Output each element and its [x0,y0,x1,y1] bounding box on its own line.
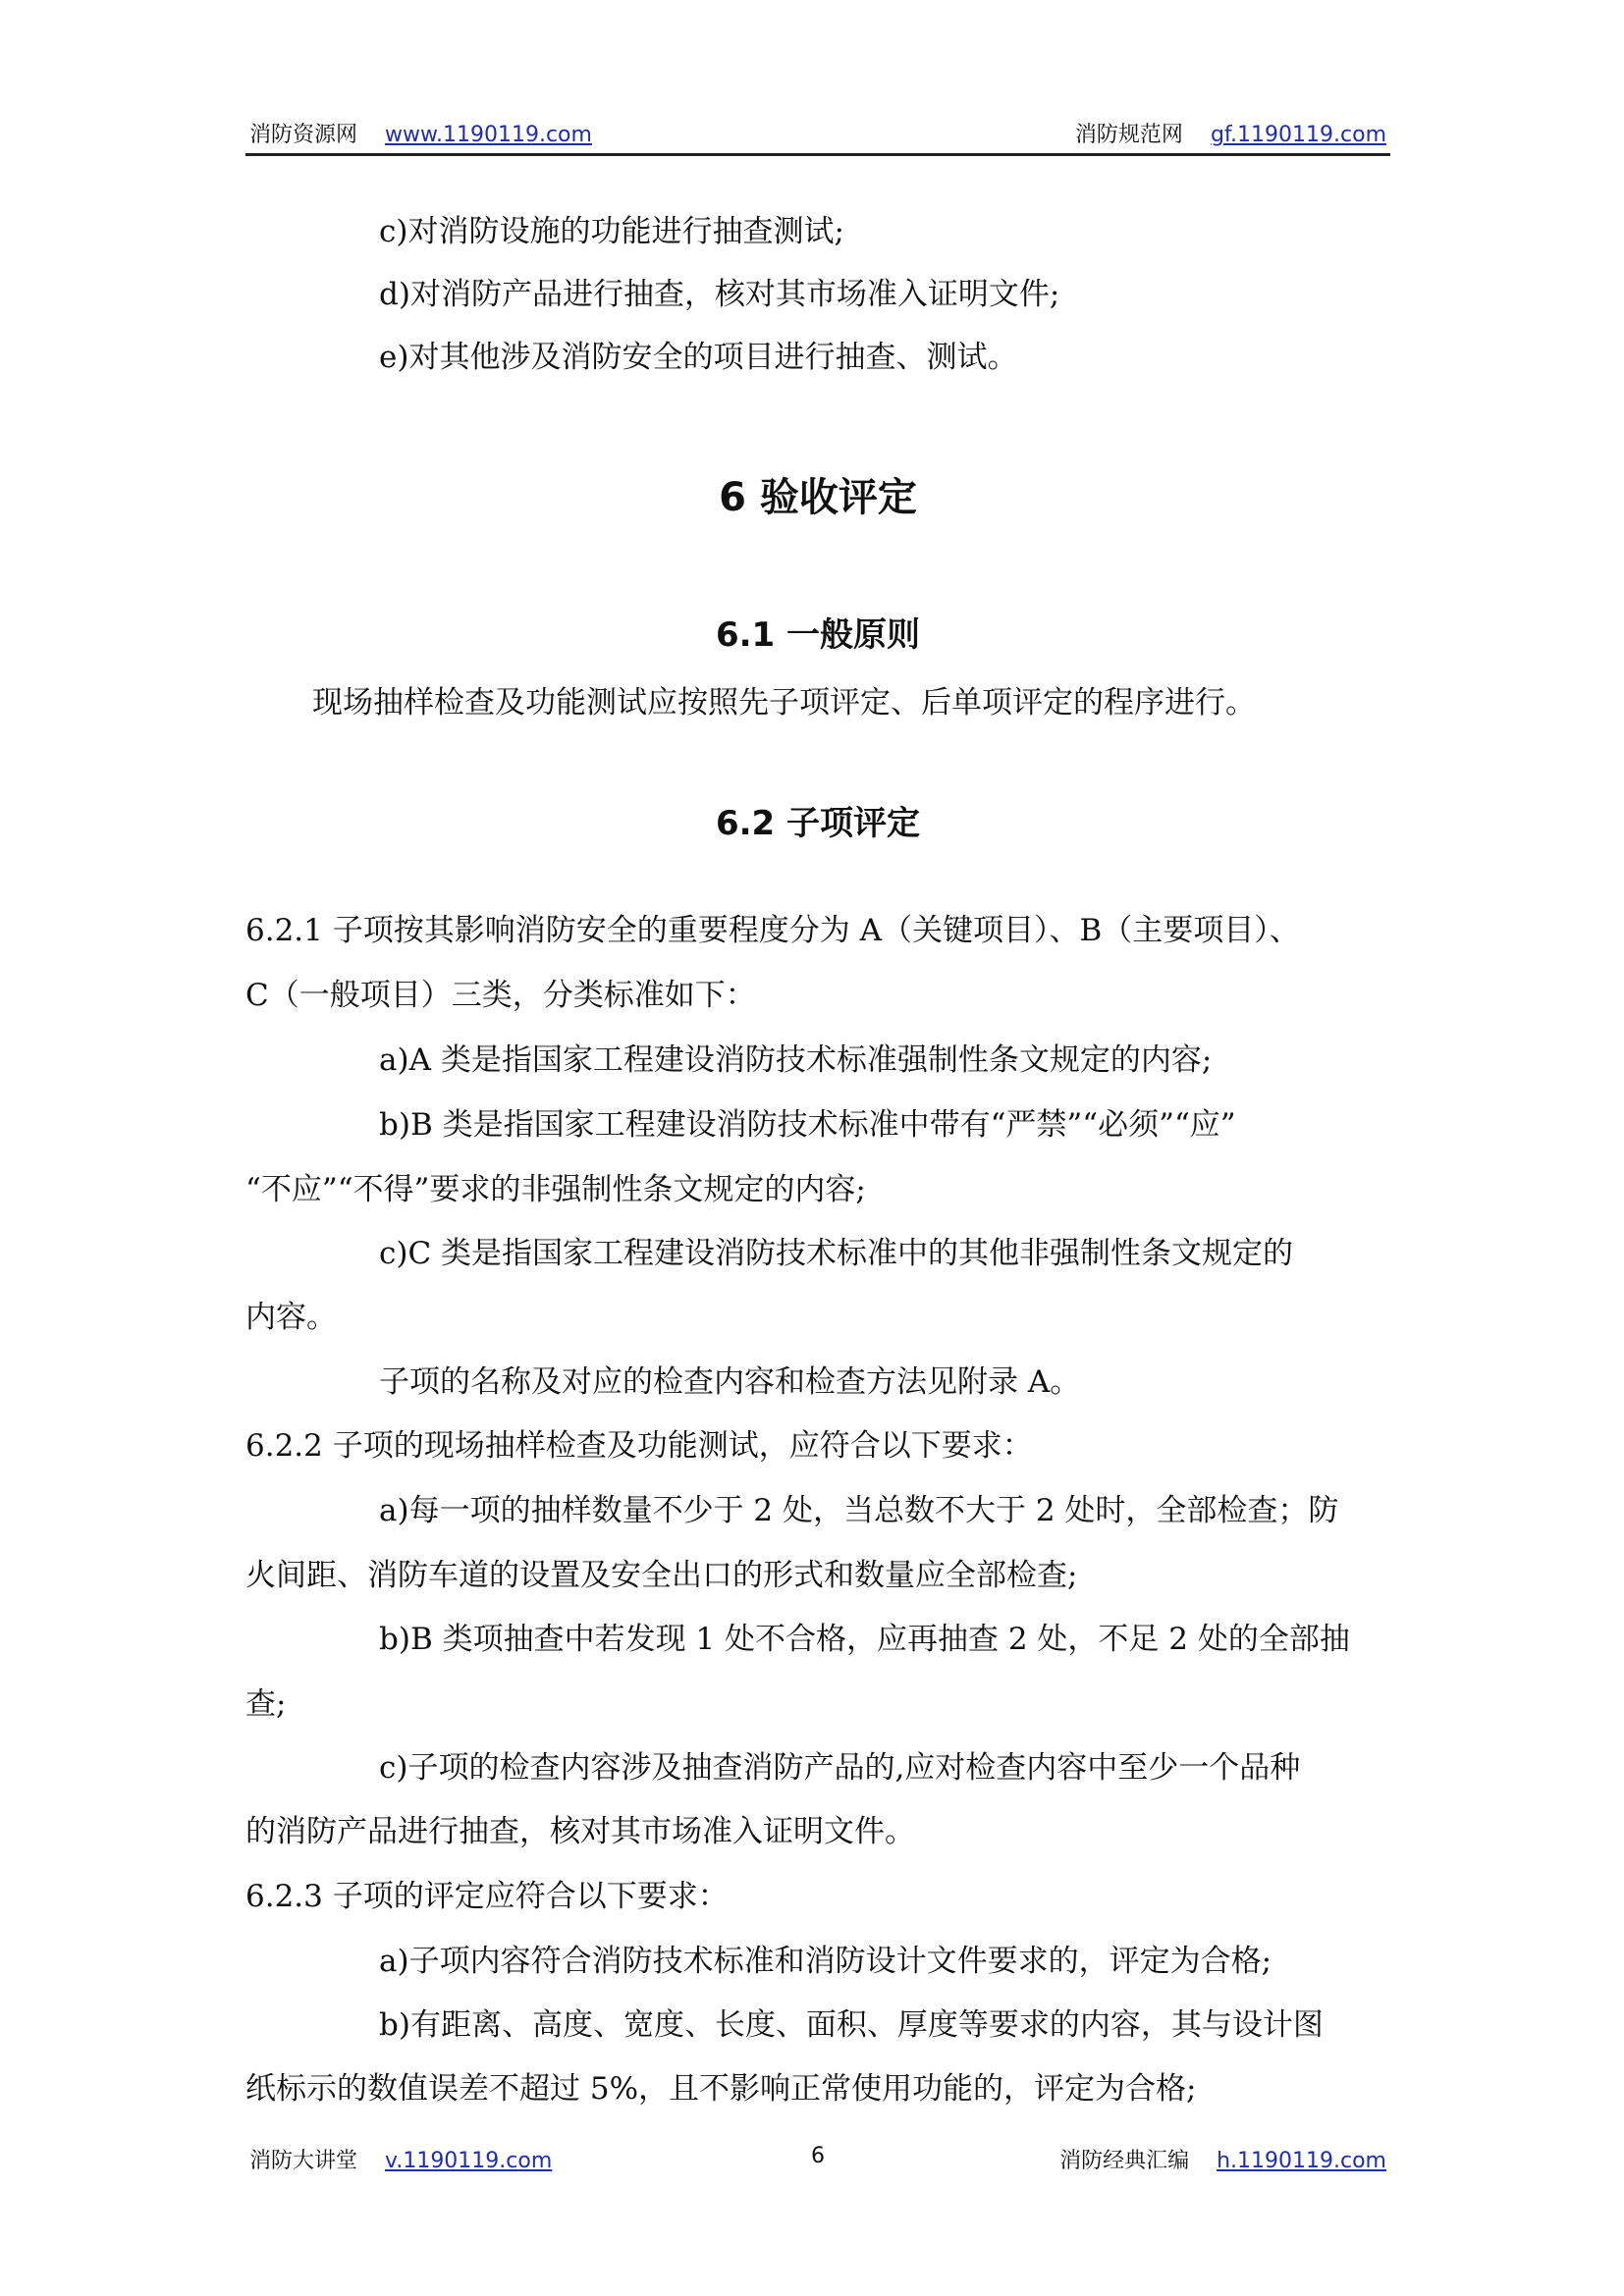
clause-6-2-3-b-line1: b)有距离、高度、宽度、长度、面积、厚度等要求的内容，其与设计图 [379,2007,1324,2043]
list-item-d: d)对消防产品进行抽查，核对其市场准入证明文件; [379,277,1060,312]
page-number: 6 [811,2144,825,2168]
clause-6-2-1-c-line2: 内容。 [245,1300,337,1335]
clause-6-2-1-c-line1: c)C 类是指国家工程建设消防技术标准中的其他非强制性条文规定的 [379,1236,1294,1271]
clause-6-2-3-a: a)子项内容符合消防技术标准和消防设计文件要求的，评定为合格; [379,1944,1272,1979]
section-6-1-title: 6.1 一般原则 [715,615,921,655]
clause-6-2-3-b-line2: 纸标示的数值误差不超过 5%，且不影响正常使用功能的，评定为合格; [245,2071,1197,2107]
clause-6-2-2-c-line2: 的消防产品进行抽查，核对其市场准入证明文件。 [245,1814,915,1849]
header-left-site-name: 消防资源网 [249,123,358,147]
header-left-link[interactable]: www.1190119.com [385,123,592,147]
footer-left-site-name: 消防大讲堂 [249,2149,358,2173]
section-6-1-text: 现场抽样检查及功能测试应按照先子项评定、后单项评定的程序进行。 [312,685,1256,721]
footer-left [249,2144,552,2174]
clause-6-2-2: 6.2.2 子项的现场抽样检查及功能测试，应符合以下要求： [245,1428,1033,1464]
clause-6-2-3: 6.2.3 子项的评定应符合以下要求： [245,1879,729,1914]
list-item-e: e)对其他涉及消防安全的项目进行抽查、测试。 [379,340,1018,375]
clause-6-2-2-c-line1: c)子项的检查内容涉及抽查消防产品的,应对检查内容中至少一个品种 [379,1750,1301,1786]
section-6-2-title: 6.2 子项评定 [715,804,921,843]
clause-6-2-1-b-line1: b)B 类是指国家工程建设消防技术标准中带有“严禁”“必须”“应” [379,1107,1236,1143]
header-left [249,118,592,148]
clause-6-2-2-b-line2: 查; [245,1686,287,1722]
clause-6-2-2-a-line2: 火间距、消防车道的设置及安全出口的形式和数量应全部检查; [245,1558,1078,1593]
clause-6-2-1-line2: C（一般项目）三类，分类标准如下： [245,978,756,1013]
page-header [245,118,1390,156]
footer-right-link[interactable]: h.1190119.com [1217,2149,1386,2173]
footer-right-site-name: 消防经典汇编 [1059,2149,1190,2173]
clause-6-2-1-b-line2: “不应”“不得”要求的非强制性条文规定的内容; [245,1172,866,1207]
header-right [1075,118,1386,148]
clause-6-2-2-a-line1: a)每一项的抽样数量不少于 2 处，当总数不大于 2 处时，全部检查；防 [379,1493,1339,1528]
footer-right [1059,2144,1386,2174]
appendix-reference: 子项的名称及对应的检查内容和检查方法见附录 A。 [379,1364,1081,1400]
header-right-site-name: 消防规范网 [1074,123,1183,147]
footer-left-link[interactable]: v.1190119.com [385,2149,553,2173]
clause-6-2-1-a: a)A 类是指国家工程建设消防技术标准强制性条文规定的内容; [379,1042,1213,1078]
list-item-c: c)对消防设施的功能进行抽查测试; [379,214,844,249]
page-footer [245,2144,1390,2173]
clause-6-2-2-b-line1: b)B 类项抽查中若发现 1 处不合格，应再抽查 2 处，不足 2 处的全部抽 [379,1622,1350,1657]
clause-6-2-1-line1: 6.2.1 子项按其影响消防安全的重要程度分为 A（关键项目）、B（主要项目）、 [245,913,1300,948]
header-right-link[interactable]: gf.1190119.com [1210,123,1386,147]
chapter-title: 6 验收评定 [719,475,917,520]
